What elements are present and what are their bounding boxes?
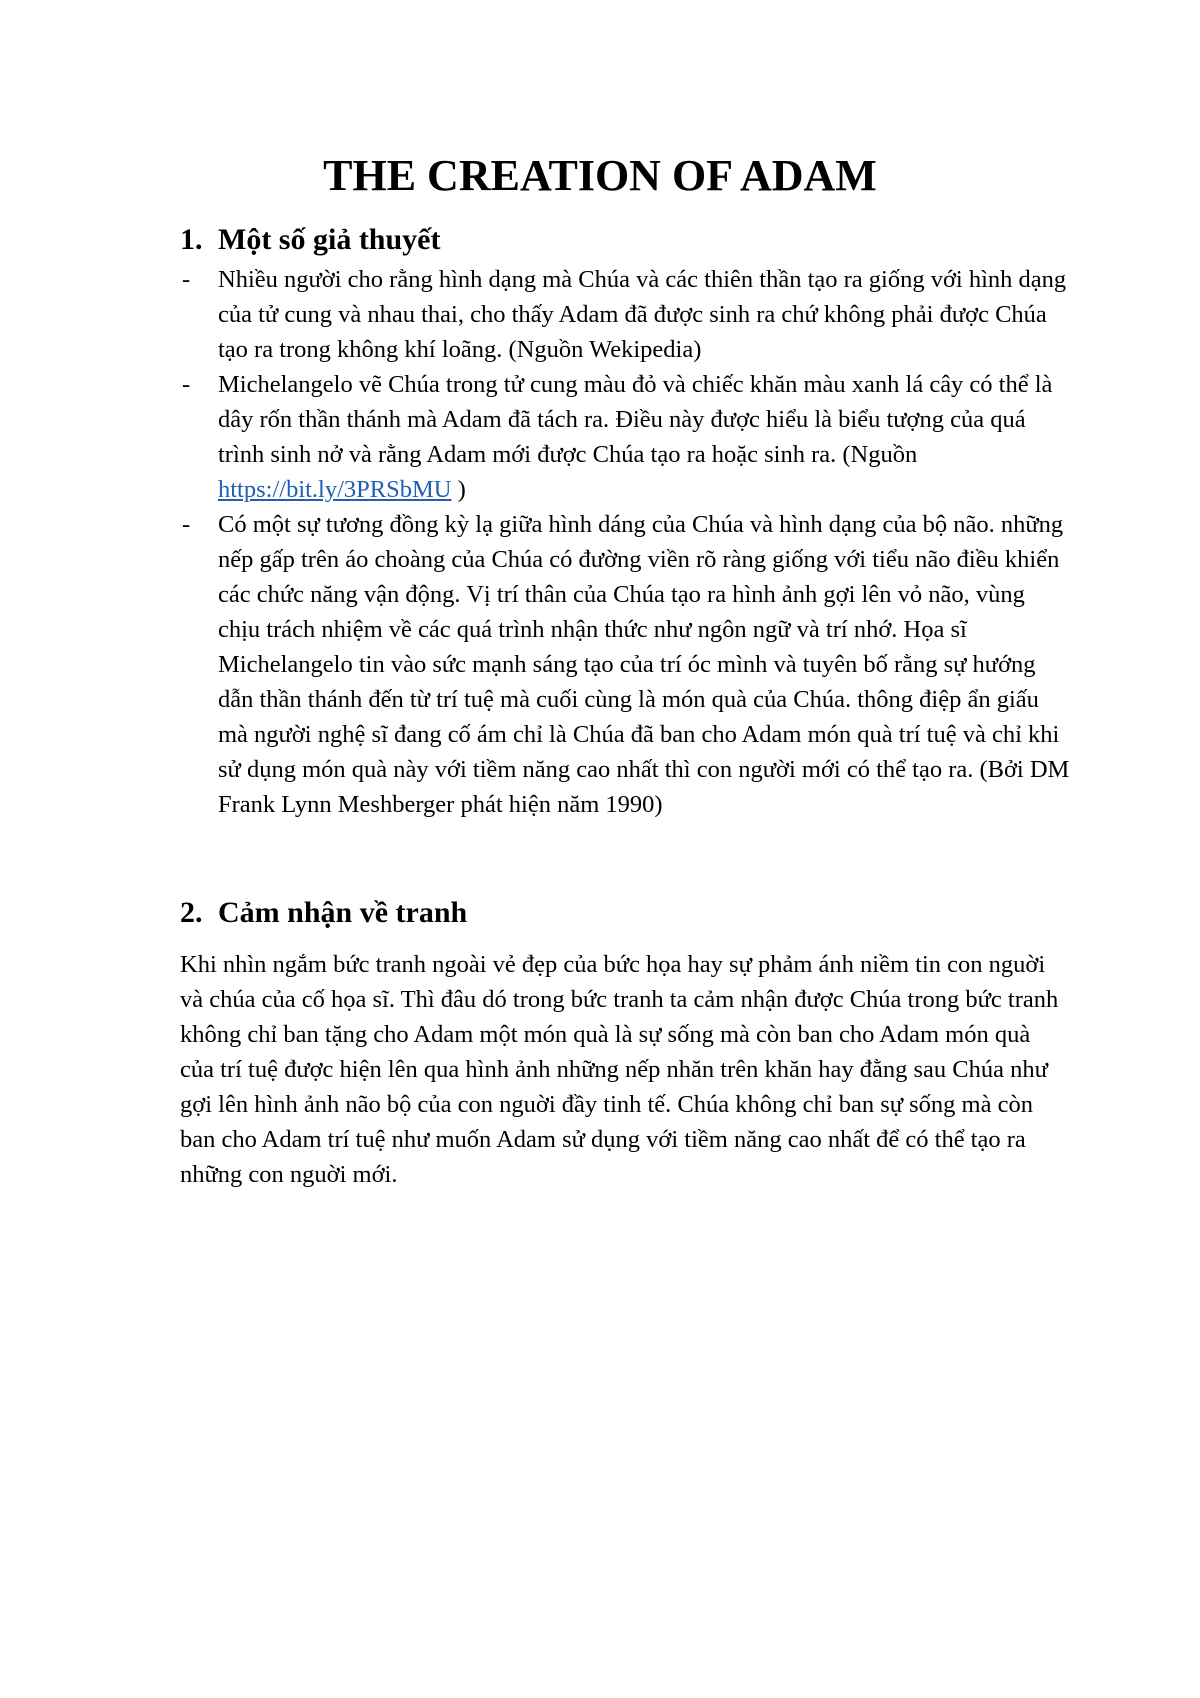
document-title: THE CREATION OF ADAM: [323, 151, 877, 200]
section-impressions: [180, 893, 1070, 1192]
bullet-marker: -: [182, 371, 191, 398]
hypotheses-list: [180, 262, 1070, 822]
bullet-marker: -: [182, 266, 191, 293]
bullet-marker: -: [182, 511, 191, 538]
list-item: [180, 262, 1070, 367]
section-number: 2.: [180, 896, 203, 929]
section-heading: [180, 893, 1070, 933]
bullet-text: Nhiều người cho rằng hình dạng mà Chúa và các thiên thần tạo ra giống với hình dạng của tử cung và nhau thai, cho thấy Adam đã được sinh ra chứ không phải được Chúa tạo ra trong không khí loãng. (Nguồn Wekipedia): [218, 266, 1067, 363]
list-item: [180, 367, 1070, 507]
section-number: 1.: [180, 223, 203, 256]
list-item: [180, 507, 1070, 822]
bullet-text: Michelangelo vẽ Chúa trong tử cung màu đỏ và chiếc khăn màu xanh lá cây có thể là dây rốn thần thánh mà Adam đã tách ra. Điều này được hiểu là biểu tượng của quá trình sinh nở và rằng Adam mới được Chúa tạo ra hoặc sinh ra. (Nguồn: [218, 371, 1053, 468]
impressions-paragraph: Khi nhìn ngắm bức tranh ngoài vẻ đẹp của bức họa hay sự phảm ánh niềm tin con nguời và chúa của cố họa sĩ. Thì đâu dó trong bức tranh ta cảm nhận được Chúa trong bức tranh không chỉ ban tặng cho Adam một món quà là sự sống mà còn ban cho Adam món quà của trí tuệ được hiện lên qua hình ảnh những nếp nhăn trên khăn hay đằng sau Chúa như gợi lên hình ảnh não bộ của con nguời đầy tinh tế. Chúa không chỉ ban sự sống mà còn ban cho Adam trí tuệ như muốn Adam sử dụng với tiềm năng cao nhất để có thể tạo ra những con nguời mới.: [180, 951, 1059, 1188]
section-hypotheses: [180, 220, 1070, 822]
bullet-text: Có một sự tương đồng kỳ lạ giữa hình dáng của Chúa và hình dạng của bộ não. những nếp gấp trên áo choàng của Chúa có đường viền rõ ràng giống với tiểu não điều khiển các chức năng vận động. Vị trí thân của Chúa tạo ra hình ảnh gợi lên vỏ não, vùng chịu trách nhiệm về các quá trình nhận thức như ngôn ngữ và trí nhớ. Họa sĩ Michelangelo tin vào sức mạnh sáng tạo của trí óc mình và tuyên bố rằng sự hướng dẫn thần thánh đến từ trí tuệ mà cuối cùng là món quà của Chúa. thông điệp ẩn giấu mà người nghệ sĩ đang cố ám chỉ là Chúa đã ban cho Adam món quà trí tuệ và chỉ khi sử dụng món quà này với tiềm năng cao nhất thì con người mới có thể tạo ra. (Bởi DM Frank Lynn Meshberger phát hiện năm 1990): [218, 511, 1070, 818]
section-title: Cảm nhận về tranh: [218, 896, 468, 929]
section-heading: [180, 220, 1070, 260]
bullet-text-tail: ): [451, 476, 466, 503]
section-title: Một số giả thuyết: [218, 223, 441, 256]
source-link[interactable]: https://bit.ly/3PRSbMU: [218, 476, 452, 503]
